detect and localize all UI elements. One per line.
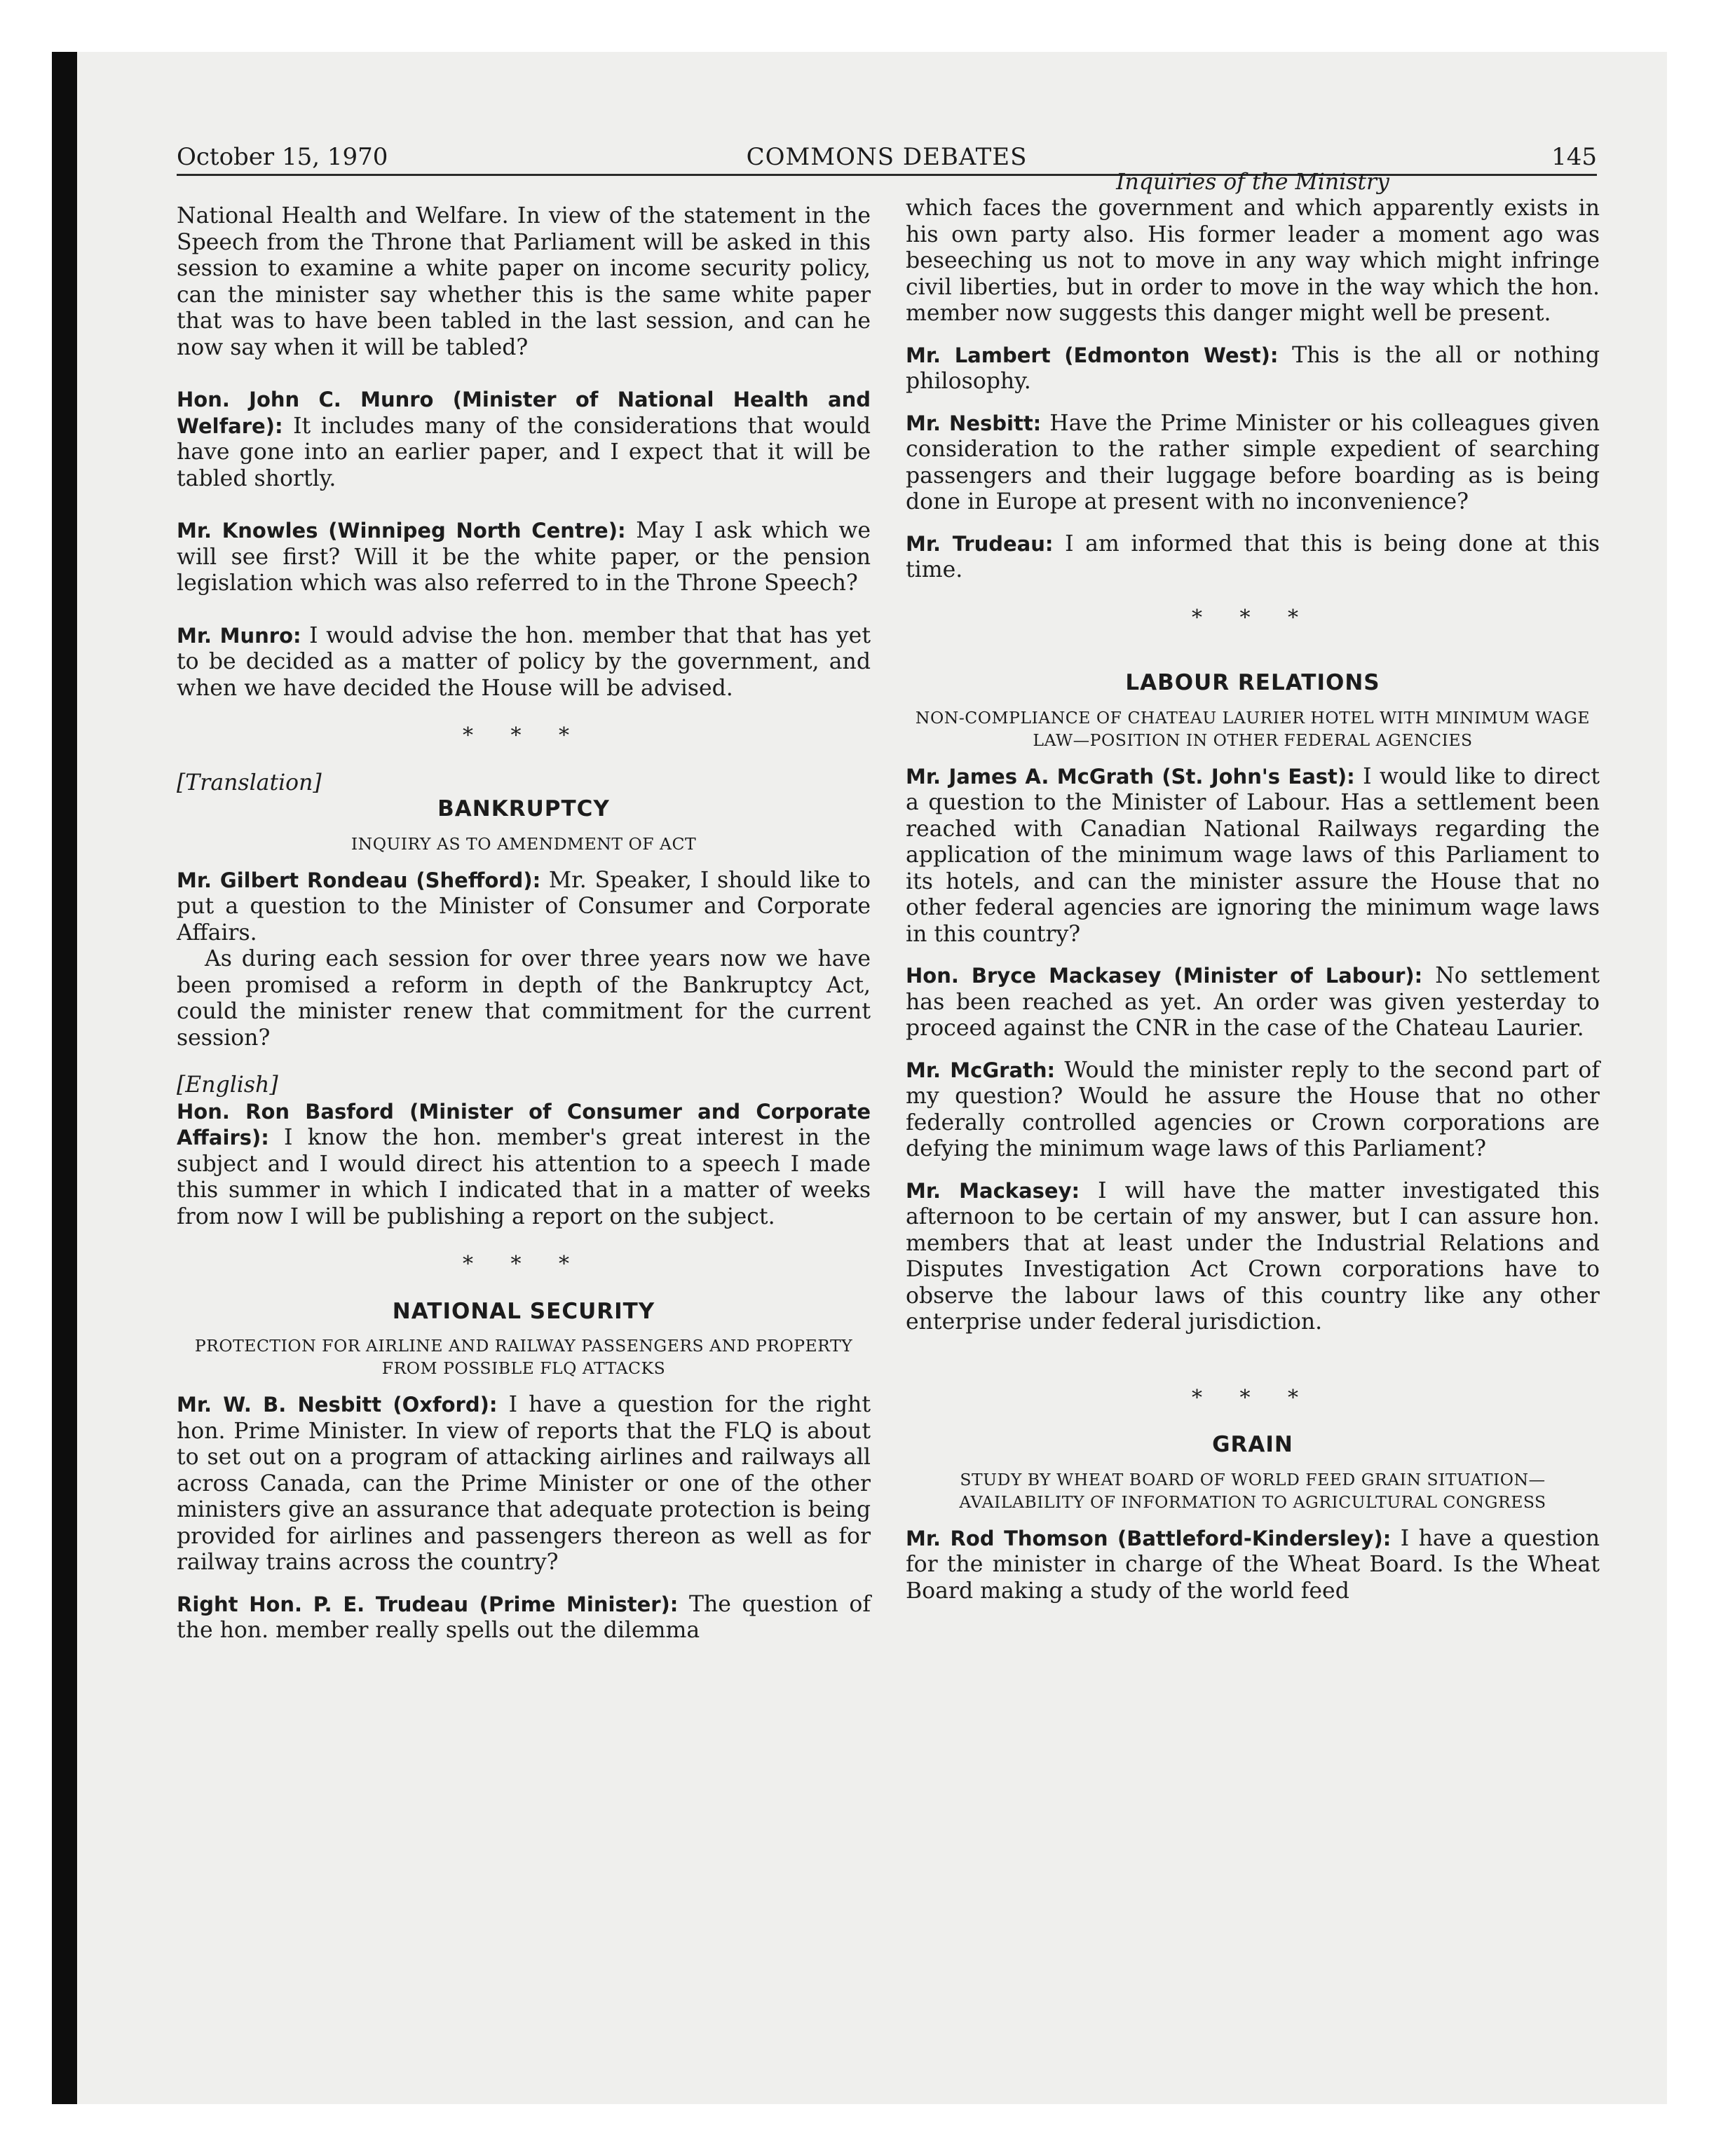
- section-divider: * * *: [1191, 605, 1314, 630]
- speech-text: I have a question for the minister in charge of the Wheat Board. Is the Wheat Board making a study of the world feed: [906, 1525, 1600, 1604]
- paragraph: [177, 1392, 871, 1576]
- speaker-name: Mr. Munro:: [177, 623, 301, 648]
- header-page-number: 145: [1551, 143, 1597, 171]
- speech-text: I will have the matter investigated this afternoon to be certain of my answer, but I can assure hon. members that at least under the Industrial Relations and Disputes Investigation Act Crown corporations have to observe the labour laws of this country like any other enterprise under federal jurisdiction.: [906, 1178, 1600, 1335]
- speech-text: No settlement has been reached as yet. An order was given yesterday to proceed against the CNR in the case of the Chateau Laurier.: [906, 963, 1600, 1041]
- section-heading: BANKRUPTCY: [437, 796, 610, 821]
- paragraph: [906, 411, 1600, 516]
- section-subheading: NON-COMPLIANCE OF CHATEAU LAURIER HOTEL WITH MINIMUM WAGE LAW—POSITION IN OTHER FEDERAL AGENCIES: [915, 707, 1591, 750]
- paragraph: [177, 623, 871, 702]
- speaker-name: Hon. Bryce Mackasey (Minister of Labour):: [906, 964, 1423, 988]
- paragraph: [906, 1178, 1600, 1336]
- paragraph: National Health and Welfare. In view of the statement in the Speech from the Throne that Parliament will be asked in this session to examine a white paper on income security policy, can the minister say whether this is the same white paper that was to have been tabled in the last session, and can he now say when it will be tabled?: [177, 203, 871, 360]
- speaker-name: Mr. Lambert (Edmonton West):: [906, 343, 1279, 367]
- speaker-name: Hon. Ron Basford (Minister of Consumer and Corporate Affairs):: [177, 1099, 871, 1149]
- speech-text: Have the Prime Minister or his colleagues given consideration to the rather simple expedient of searching passengers and their luggage before boarding as is being done in Europe at present with no inconvenience?: [906, 410, 1600, 514]
- speaker-name: Mr. W. B. Nesbitt (Oxford):: [177, 1393, 498, 1417]
- speech-text: Would the minister reply to the second part of my question? Would he assure the House that no other federally controlled agencies or Crown corporations are defying the minimum wage laws of this Parliament?: [906, 1057, 1600, 1161]
- paragraph: [906, 1058, 1600, 1163]
- speaker-name: Mr. Nesbitt:: [906, 411, 1042, 435]
- speaker-name: Hon. John C. Munro (Minister of National Health and Welfare):: [177, 388, 871, 438]
- language-note: [Translation]: [177, 770, 322, 796]
- right-column: [906, 170, 1600, 1604]
- section-subheading: INQUIRY AS TO AMENDMENT OF ACT: [351, 833, 697, 854]
- binding-edge: [52, 52, 77, 2104]
- speaker-name: Mr. Trudeau:: [906, 531, 1054, 556]
- section-divider: * * *: [462, 723, 585, 748]
- paragraph: [177, 1592, 871, 1644]
- paragraph: [906, 343, 1600, 395]
- speaker-name: Mr. Mackasey:: [906, 1178, 1080, 1203]
- paragraph: [177, 518, 871, 597]
- header-date: October 15, 1970: [177, 143, 388, 171]
- running-head: Inquiries of the Ministry: [1116, 170, 1389, 195]
- speaker-name: Mr. Rod Thomson (Battleford-Kindersley):: [906, 1526, 1392, 1550]
- section-heading: LABOUR RELATIONS: [1125, 670, 1380, 695]
- speech-text: I have a question for the right hon. Prime Minister. In view of reports that the FLQ is about to set out on a program of attacking airlines and railways all across Canada, can the Prime Minister or one of the other ministers give an assurance that adequate protection is being provided for airlines and passengers thereon as well as for railway trains across the country?: [177, 1392, 871, 1575]
- speech-text: I am informed that this is being done at this time.: [906, 531, 1600, 582]
- section-divider: * * *: [462, 1252, 585, 1276]
- paragraph: [177, 1099, 871, 1231]
- paragraph: [906, 531, 1600, 584]
- speech-text: It includes many of the considerations that would have gone into an earlier paper, and I expect that it will be tabled shortly.: [177, 413, 871, 491]
- paragraph: [906, 963, 1600, 1042]
- paragraph: which faces the government and which apparently exists in his own party also. His former leader a moment ago was beseeching us not to move in any way which might infringe civil liberties, but in order to move in the way which the hon. member now suggests this danger might well be present.: [906, 196, 1600, 326]
- speech-text: I would like to direct a question to the Minister of Labour. Has a settlement been reached with Canadian National Railways regarding the application of the minimum wage laws of this Parliament to its hotels, and can the minister assure the House that no other federal agencies are ignoring the minimum wage laws in this country?: [906, 763, 1600, 947]
- left-column: [177, 203, 871, 1644]
- section-divider: * * *: [1191, 1385, 1314, 1410]
- section-heading: NATIONAL SECURITY: [392, 1298, 655, 1324]
- speaker-name: Mr. Gilbert Rondeau (Shefford):: [177, 868, 541, 892]
- speech-text: Mr. Speaker, I should like to put a question to the Minister of Consumer and Corporate Affairs.: [177, 867, 871, 946]
- paragraph: [906, 764, 1600, 948]
- paragraph: [177, 868, 871, 947]
- paragraph: As during each session for over three years now we have been promised a reform in depth of the Bankruptcy Act, could the minister renew that commitment for the current session?: [177, 946, 871, 1051]
- header-title: COMMONS DEBATES: [746, 143, 1028, 171]
- speech-text: I would advise the hon. member that that has yet to be decided as a matter of policy by the government, and when we have decided the House will be advised.: [177, 622, 871, 701]
- section-subheading: PROTECTION FOR AIRLINE AND RAILWAY PASSENGERS AND PROPERTY FROM POSSIBLE FLQ ATTACKS: [194, 1336, 853, 1378]
- paragraph: [177, 387, 871, 492]
- speaker-name: Right Hon. P. E. Trudeau (Prime Minister):: [177, 1592, 679, 1616]
- speaker-name: Mr. Knowles (Winnipeg North Centre):: [177, 519, 626, 543]
- paragraph: [906, 1526, 1600, 1605]
- speaker-name: Mr. McGrath:: [906, 1058, 1056, 1082]
- language-note: [English]: [177, 1072, 278, 1098]
- section-heading: GRAIN: [1212, 1432, 1293, 1457]
- speech-text: The question of the hon. member really spells out the dilemma: [177, 1591, 871, 1643]
- speech-text: May I ask which we will see first? Will it be the white paper, or the pension legislation which was also referred to in the Throne Speech?: [177, 518, 871, 596]
- speaker-name: Mr. James A. McGrath (St. John's East):: [906, 764, 1355, 789]
- speech-text: I know the hon. member's great interest in the subject and I would direct his attention to a speech I made this summer in which I indicated that in a matter of weeks from now I will be publishing a report on the subject.: [177, 1125, 871, 1229]
- section-subheading: STUDY BY WHEAT BOARD OF WORLD FEED GRAIN SITUATION—AVAILABILITY OF INFORMATION TO AGRICULTURAL CONGRESS: [959, 1469, 1546, 1512]
- speech-text: This is the all or nothing philosophy.: [906, 342, 1600, 394]
